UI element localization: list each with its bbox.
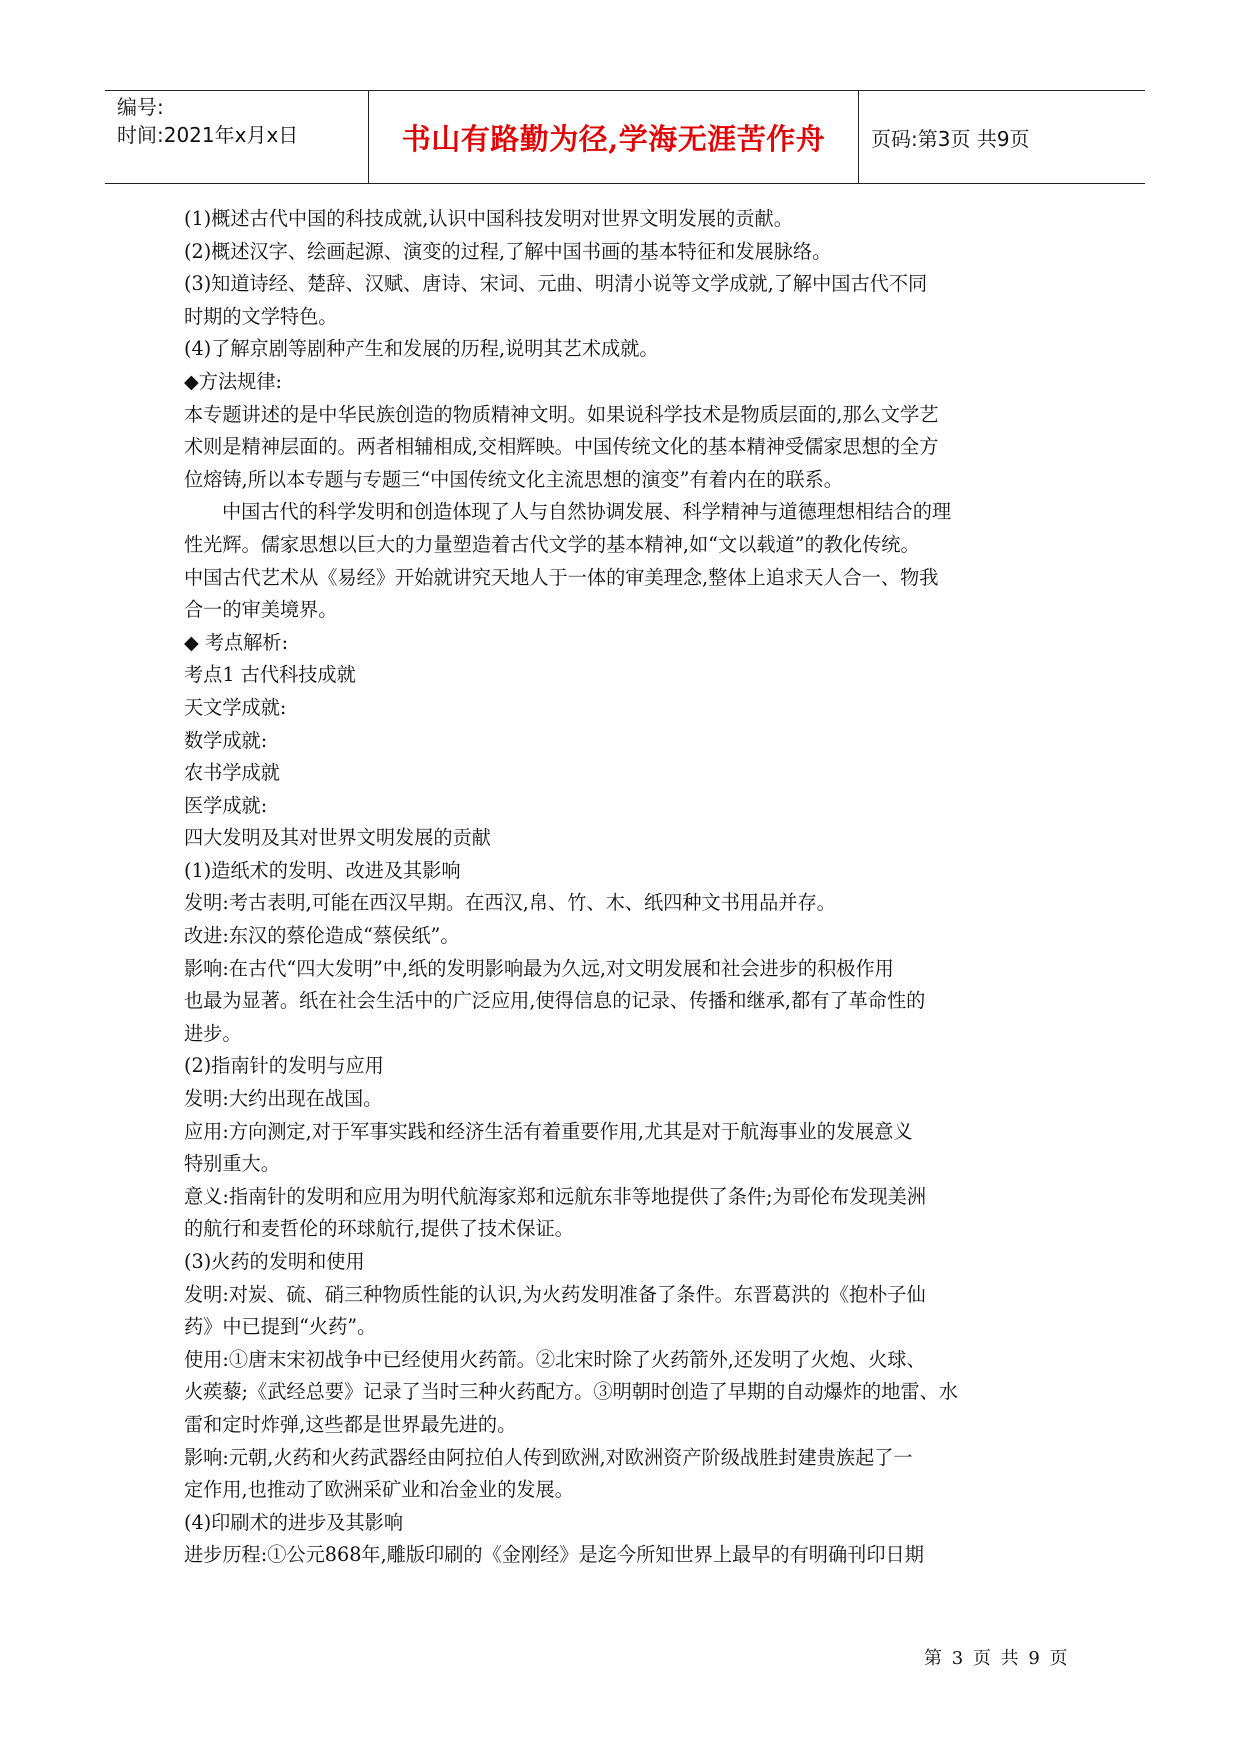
text-line: 雷和定时炸弹,这些都是世界最先进的。 <box>184 1412 517 1436</box>
text-line: 本专题讲述的是中华民族创造的物质精神文明。如果说科学技术是物质层面的,那么文学艺 <box>184 402 939 426</box>
text-line: 进步历程:①公元868年,雕版印刷的《金刚经》是迄今所知世界上最早的有明确刊印日期 <box>184 1543 924 1567</box>
text-line: (2)指南针的发明与应用 <box>184 1054 384 1078</box>
text-line: 影响:在古代“四大发明”中,纸的发明影响最为久远,对文明发展和社会进步的积极作用 <box>184 956 894 980</box>
text-line: 的航行和麦哲伦的环球航行,提供了技术保证。 <box>184 1217 574 1241</box>
text-line: 天文学成就: <box>184 695 287 719</box>
text-line: 发明:对炭、硫、硝三种物质性能的认识,为火药发明准备了条件。东晋葛洪的《抱朴子仙 <box>184 1282 926 1306</box>
page-header <box>105 90 1145 184</box>
section-heading: ◆方法规律: <box>184 369 282 393</box>
document-number-label: 编号: <box>117 95 164 119</box>
text-line: 火蒺藜;《武经总要》记录了当时三种火药配方。③明朝时创造了早期的自动爆炸的地雷、水 <box>184 1380 958 1404</box>
text-line: 术则是精神层面的。两者相辅相成,交相辉映。中国传统文化的基本精神受儒家思想的全方 <box>184 435 939 459</box>
text-line: 影响:元朝,火药和火药武器经由阿拉伯人传到欧洲,对欧洲资产阶级战胜封建贵族起了一 <box>184 1445 913 1469</box>
text-line: 性光辉。儒家思想以巨大的力量塑造着古代文学的基本精神,如“文以载道”的教化传统。 <box>184 532 920 556</box>
text-line: 医学成就: <box>184 793 268 817</box>
header-left-cell <box>105 91 369 183</box>
text-line: 发明:考古表明,可能在西汉早期。在西汉,帛、竹、木、纸四种文书用品并存。 <box>184 891 836 915</box>
text-line: 也最为显著。纸在社会生活中的广泛应用,使得信息的记录、传播和继承,都有了革命性的 <box>184 989 926 1013</box>
text-line: 意义:指南针的发明和应用为明代航海家郑和远航东非等地提供了条件;为哥伦布发现美洲 <box>184 1184 927 1208</box>
text-line: (1)概述古代中国的科技成就,认识中国科技发明对世界文明发展的贡献。 <box>184 207 793 230</box>
page-footer: 第 3 页 共 9 页 <box>924 1648 1070 1669</box>
text-line: (3)火药的发明和使用 <box>184 1250 365 1273</box>
text-line: 使用:①唐末宋初战争中已经使用火药箭。②北宋时除了火药箭外,还发明了火炮、火球、 <box>184 1347 926 1371</box>
document-time-label: 时间:2021年x月x日 <box>117 123 299 147</box>
text-line: 应用:方向测定,对于军事实践和经济生活有着重要作用,尤其是对于航海事业的发展意义 <box>184 1119 913 1143</box>
text-line: 合一的审美境界。 <box>184 598 338 622</box>
header-page-label: 页码:第3页 共9页 <box>871 126 1030 151</box>
text-line: 药》中已提到“火药”。 <box>184 1315 377 1339</box>
text-line: (1)造纸术的发明、改进及其影响 <box>184 858 461 882</box>
text-line: (2)概述汉字、绘画起源、演变的过程,了解中国书画的基本特征和发展脉络。 <box>184 239 832 263</box>
text-line: 发明:大约出现在战国。 <box>184 1087 383 1111</box>
text-line: 改进:东汉的蔡伦造成“蔡侯纸”。 <box>184 924 460 948</box>
text-line: (4)印刷术的进步及其影响 <box>184 1510 404 1534</box>
text-line: 考点1 古代科技成就 <box>184 663 356 687</box>
text-line: 中国古代的科学发明和创造体现了人与自然协调发展、科学精神与道德理想相结合的理 <box>222 500 952 524</box>
document-body <box>184 203 1064 1572</box>
text-line: 四大发明及其对世界文明发展的贡献 <box>184 826 491 850</box>
text-line: 数学成就: <box>184 728 268 752</box>
header-motto: 书山有路勤为径,学海无涯苦作舟 <box>369 91 859 183</box>
text-line: 特别重大。 <box>184 1152 280 1176</box>
text-line: 时期的文学特色。 <box>184 304 338 328</box>
text-line: (3)知道诗经、楚辞、汉赋、唐诗、宋词、元曲、明清小说等文学成就,了解中国古代不同 <box>184 272 928 296</box>
text-line: 位熔铸,所以本专题与专题三“中国传统文化主流思想的演变”有着内在的联系。 <box>184 467 843 491</box>
text-line: 中国古代艺术从《易经》开始就讲究天地人于一体的审美理念,整体上追求天人合一、物我 <box>184 565 939 589</box>
text-line: 进步。 <box>184 1021 242 1045</box>
section-heading: ◆ 考点解析: <box>184 630 289 654</box>
text-line: (4)了解京剧等剧种产生和发展的历程,说明其艺术成就。 <box>184 337 659 361</box>
text-line: 农书学成就 <box>184 761 280 785</box>
text-line: 定作用,也推动了欧洲采矿业和冶金业的发展。 <box>184 1478 574 1502</box>
